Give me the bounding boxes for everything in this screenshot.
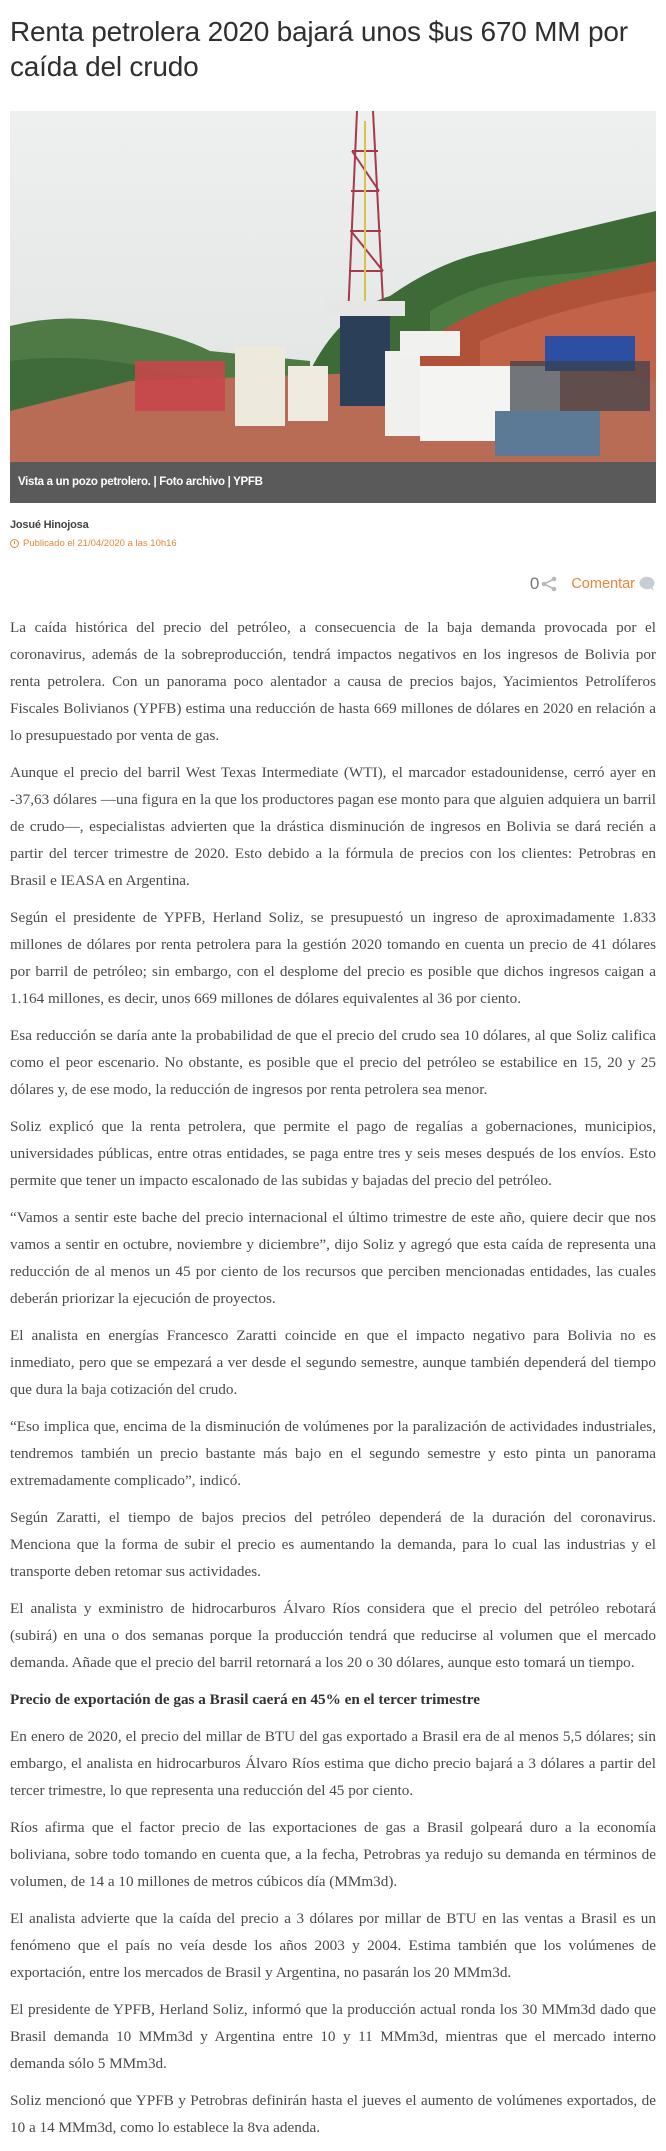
paragraph: Aunque el precio del barril West Texas Intermediate (WTI), el marcador estadounidense, cerró ayer en -37,63 dólares —una figura en la que los productores pagan ese monto para que alguien adquiera un barril de crudo—, especialistas advierten que la drástica disminución de ingresos en Bolivia se dará recién a partir del tercer trimestre de 2020. Esto debido a la fórmula de precios con los clientes: Petrobras en Brasil e IEASA en Argentina.	[10, 764, 656, 889]
paragraph: El presidente de YPFB, Herland Soliz, informó que la producción actual ronda los 30 MMm3d dado que Brasil demanda 10 MMm3d y Argentina entre 10 y 11 MMm3d, mientras que el mercado interno demanda sólo 5 MMm3d.	[10, 2001, 656, 2072]
paragraph: Esa reducción se daría ante la probabilidad de que el precio del crudo sea 10 dólares, al que Soliz califica como el peor escenario. No obstante, es posible que el precio del petróleo se estabilice en 15, 20 y 25 dólares y, de ese modo, la reducción de ingresos por renta petrolera sea menor.	[10, 1027, 656, 1098]
paragraph: El analista y exministro de hidrocarburos Álvaro Ríos considera que el precio del petróleo rebotará (subirá) en una o dos semanas porque la producción tendrá que reducirse al volumen que el mercado demanda. Añade que el precio del barril retornará a los 20 o 30 dólares, aunque esto tomará un tiempo.	[10, 1600, 656, 1671]
image-caption: Vista a un pozo petrolero. | Foto archivo | YPFB	[10, 462, 656, 503]
paragraph: Ríos afirma que el factor precio de las exportaciones de gas a Brasil golpeará duro a la economía boliviana, sobre todo tomando en cuenta que, a la fecha, Petrobras ya redujo su demanda en términos de volumen, de 14 a 10 millones de metros cúbicos día (MMm3d).	[10, 1819, 656, 1890]
paragraph: El analista en energías Francesco Zaratti coincide en que el impacto negativo para Bolivia no es inmediato, pero que se empezará a ver desde el segundo semestre, aunque también dependerá del tiempo que dura la baja cotización del crudo.	[10, 1327, 656, 1398]
paragraph: En enero de 2020, el precio del millar de BTU del gas exportado a Brasil era de al menos 5,5 dólares; sin embargo, el analista en hidrocarburos Álvaro Ríos estima que dicho precio bajará a 3 dólares a partir del tercer trimestre, lo que representa una reducción del 45 por ciento.	[10, 1728, 656, 1799]
publish-date	[10, 538, 177, 549]
oil-rig-photo[interactable]	[10, 111, 656, 462]
publish-date-text: Publicado el 21/04/2020 a las 10h16	[23, 538, 177, 549]
social-bar	[530, 572, 656, 596]
article-body	[10, 614, 656, 2151]
author-name[interactable]: Josué Hinojosa	[10, 519, 89, 531]
comment-bubble-icon[interactable]	[639, 576, 656, 592]
paragraph: La caída histórica del precio del petróleo, a consecuencia de la baja demanda provocada por el coronavirus, además de la sobreproducción, tendrá impactos negativos en los ingresos de Bolivia por renta petrolera. Con un panorama poco alentador a causa de precios bajos, Yacimientos Petrolíferos Fiscales Bolivianos (YPFB) estima una reducción de hasta 669 millones de dólares en 2020 en relación a lo presupuestado por venta de gas.	[10, 619, 656, 744]
share-icon[interactable]	[541, 576, 557, 592]
paragraph: Según Zaratti, el tiempo de bajos precios del petróleo dependerá de la duración del coronavirus. Menciona que la forma de subir el precio es aumentando la demanda, para lo cual las industrias y el transporte deben retomar sus actividades.	[10, 1509, 656, 1580]
section-subheading: Precio de exportación de gas a Brasil caerá en 45% en el tercer trimestre	[10, 1691, 480, 1708]
article-figure	[10, 111, 656, 503]
paragraph: Soliz explicó que la renta petrolera, que permite el pago de regalías a gobernaciones, municipios, universidades públicas, entre otras entidades, se paga entre tres y seis meses después de los envíos. Esto permite que tener un impacto escalonado de las subidas y bajadas del precio del petróleo.	[10, 1118, 656, 1189]
paragraph: El analista advierte que la caída del precio a 3 dólares por millar de BTU en las ventas a Brasil es un fenómeno que el país no veía desde los años 2003 y 2004. Estima también que los volúmenes de exportación, entre los mercados de Brasil y Argentina, no pasarán los 20 MMm3d.	[10, 1910, 656, 1981]
comment-link[interactable]: Comentar	[571, 576, 635, 592]
clock-icon	[10, 539, 19, 548]
share-count: 0	[529, 574, 540, 593]
oil-rig-image-icon	[10, 111, 656, 462]
paragraph: Soliz mencionó que YPFB y Petrobras definirán hasta el jueves el aumento de volúmenes exportados, de 10 a 14 MMm3d, como lo establece la 8va adenda.	[10, 2092, 656, 2136]
paragraph: Según el presidente de YPFB, Herland Soliz, se presupuestó un ingreso de aproximadamente 1.833 millones de dólares por renta petrolera para la gestión 2020 tomando en cuenta un precio de 41 dólares por barril de petróleo; sin embargo, con el desplome del precio es posible que dichos ingresos caigan a 1.164 millones, es decir, unos 669 millones de dólares equivalentes al 36 por ciento.	[10, 909, 656, 1007]
paragraph: “Eso implica que, encima de la disminución de volúmenes por la paralización de actividades industriales, tendremos también un precio bastante más bajo en el segundo semestre y esto pinta un panorama extremadamente complicado”, indicó.	[10, 1418, 656, 1489]
article-title: Renta petrolera 2020 bajará unos $us 670 MM por caída del crudo	[10, 16, 628, 82]
paragraph: “Vamos a sentir este bache del precio internacional el último trimestre de este año, quiere decir que nos vamos a sentir en octubre, noviembre y diciembre”, dijo Soliz y agregó que esta caída de representa una reducción de al menos un 45 por ciento de los recursos que perciben mencionadas entidades, las cuales deberán priorizar la ejecución de proyectos.	[10, 1209, 656, 1307]
